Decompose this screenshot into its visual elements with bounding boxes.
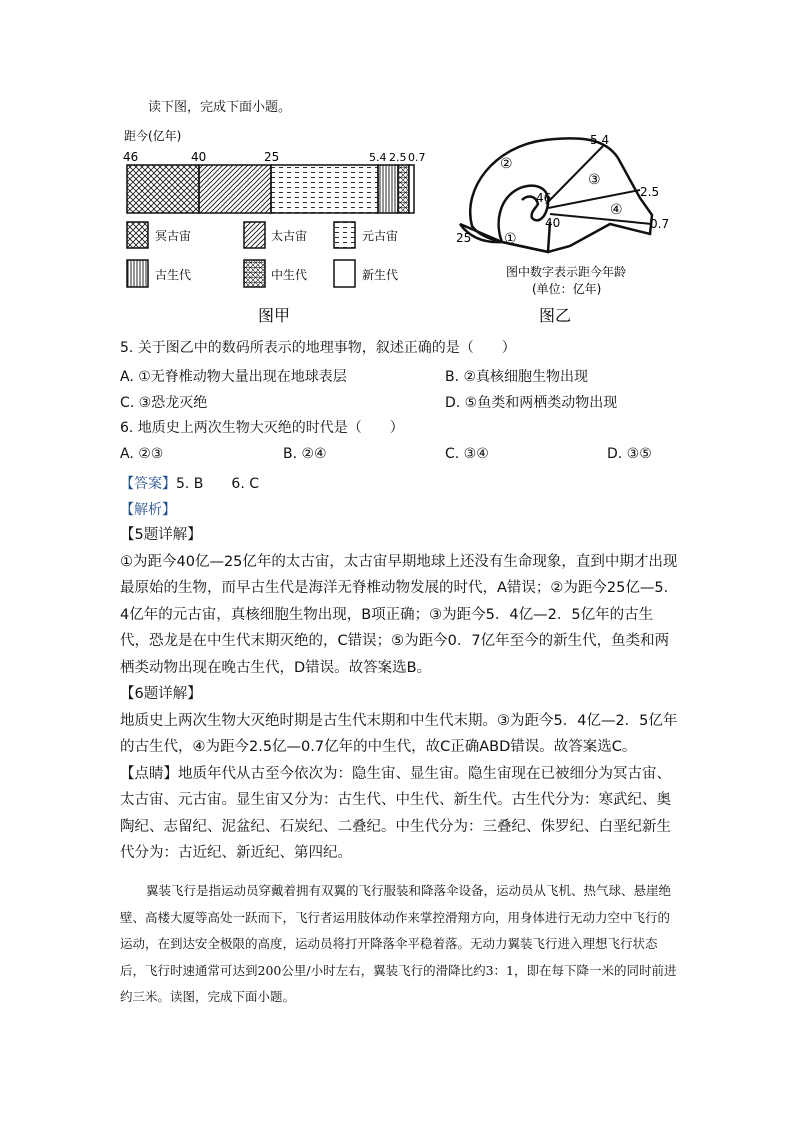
figure-jia-caption: 图甲: [258, 306, 291, 325]
q6-option-a: A. ②③: [120, 446, 164, 462]
axis-title: 距今(亿年): [124, 129, 182, 143]
figure-jia: [118, 125, 428, 325]
tip-paragraph: [120, 761, 680, 867]
tip-tag: 【点睛】: [120, 765, 178, 782]
detail-section: [120, 522, 680, 867]
bar-hadean: [127, 165, 199, 213]
answer-tag: 【答案】: [120, 476, 176, 492]
figure-yi-caption: 图乙: [539, 306, 572, 325]
q6-option-c: C. ③④: [445, 446, 489, 462]
legend-swatch-cenozoic: [334, 260, 355, 287]
label-0-7: 0.7: [650, 217, 670, 231]
bar-archean: [199, 165, 271, 213]
legend-swatch-paleozoic: [127, 260, 148, 287]
tick-5-4: 5.4: [369, 151, 387, 164]
detail-5-text: ①为距今40亿—25亿年的太古宙，太古宙早期地球上还没有生命现象，直到中期才出现最原始的生物，而早古生代是海洋无脊椎动物发展的时代，A错误；②为距今25亿—5．4亿年的元古宙，真核细胞生物出现，B项正确；③为距今5．4亿—2．5亿年的古生代，恐龙是在中生代末期灭绝的，C错误；⑤为距今0．7亿年至今的新生代，鱼类和两栖类动物出现在晚古生代，D错误。故答案选B。: [120, 553, 679, 676]
figure-yi: [440, 128, 690, 328]
legend-swatch-hadean: [127, 222, 148, 248]
tick-46: 46: [123, 150, 139, 164]
label-40: 40: [545, 216, 561, 230]
label-46: 46: [536, 191, 552, 205]
q5-option-a: A. ①无脊椎动物大量出现在地球表层: [120, 369, 347, 385]
tip-text: 地质年代从古至今依次为：隐生宙、显生宙。隐生宙现在已被细分为冥古宙、太古宙、元古宙。显生宙又分为：古生代、中生代、新生代。古生代分为：寒武纪、奥陶纪、志留纪、泥盆纪、石炭纪、二叠纪。中生代分为：三叠纪、侏罗纪、白垩纪新生代分为：古近纪、新近纪、第四纪。: [120, 765, 671, 861]
tick-40: 40: [191, 150, 207, 164]
q5-option-d: D. ⑤鱼类和两栖类动物出现: [445, 395, 618, 411]
figure-yi-note-2: (单位：亿年): [532, 282, 602, 296]
bar-cenozoic: [409, 165, 414, 213]
tick-0-7: 0.7: [408, 151, 426, 164]
q5-option-c: C. ③恐龙灭绝: [120, 395, 208, 411]
label-circle-2: ②: [500, 156, 513, 172]
tick-2-5: 2.5: [389, 151, 407, 164]
legend-swatch-proterozoic: [334, 222, 355, 248]
q5-option-b: B. ②真核细胞生物出现: [445, 369, 589, 385]
answer-text: 5. B 6. C: [176, 476, 259, 492]
detail-6-title: 【6题详解】: [120, 686, 202, 702]
legend-label-proterozoic: 元古宙: [362, 229, 399, 243]
label-25: 25: [456, 231, 472, 245]
q6-option-d: D. ③⑤: [607, 446, 652, 462]
legend-swatch-mesozoic: [244, 260, 265, 287]
legend-label-hadean: 冥古宙: [155, 229, 192, 243]
label-2-5: 2.5: [640, 185, 660, 199]
figure-yi-note-1: 图中数字表示距今年龄: [506, 265, 627, 279]
legend-label-cenozoic: 新生代: [362, 268, 399, 282]
legend-label-mesozoic: 中生代: [271, 268, 308, 282]
q5-stem: 5. 关于图乙中的数码所表示的地理事物，叙述正确的是（ ）: [120, 340, 516, 356]
tick-25: 25: [264, 150, 280, 164]
analysis-tag: 【解析】: [120, 502, 176, 518]
q6-stem: 6. 地质史上两次生物大灭绝的时代是（ ）: [120, 420, 404, 436]
legend-swatch-archean: [244, 222, 265, 248]
detail-5-title: 【5题详解】: [120, 527, 202, 543]
label-circle-1: ①: [504, 231, 517, 247]
q6-option-b: B. ②④: [283, 446, 327, 462]
bar-mesozoic: [398, 165, 409, 213]
legend-label-archean: 太古宙: [271, 229, 308, 243]
label-circle-4: ④: [610, 202, 623, 218]
bar-paleozoic: [378, 165, 398, 213]
wingsuit-paragraph: 翼装飞行是指运动员穿戴着拥有双翼的飞行服装和降落伞设备，运动员从飞机、热气球、悬崖绝壁、高楼大厦等高处一跃而下，飞行者运用肢体动作来掌控滑翔方向，用身体进行无动力空中飞行的运动，在到达安全极限的高度，运动员将打开降落伞平稳着落。无动力翼装飞行进入理想飞行状态后，飞行时速通常可达到200公里/小时左右，翼装飞行的滑降比约3：1，即在每下降一米的同时前进约三米。读图，完成下面小题。: [120, 883, 677, 1004]
spiral-outline: [470, 138, 652, 252]
bar-proterozoic: [271, 165, 378, 213]
detail-6-text: 地质史上两次生物大灭绝时期是古生代末期和中生代末期。③为距今5．4亿—2．5亿年的古生代，④为距今2.5亿—0.7亿年的中生代，故C正确ABD错误。故答案选C。: [120, 712, 678, 755]
answer-line: [120, 473, 259, 493]
label-5-4: 5.4: [590, 133, 610, 147]
label-circle-3: ③: [588, 172, 601, 188]
legend-label-paleozoic: 古生代: [155, 268, 192, 282]
intro-text: 读下图，完成下面小题。: [148, 100, 292, 115]
